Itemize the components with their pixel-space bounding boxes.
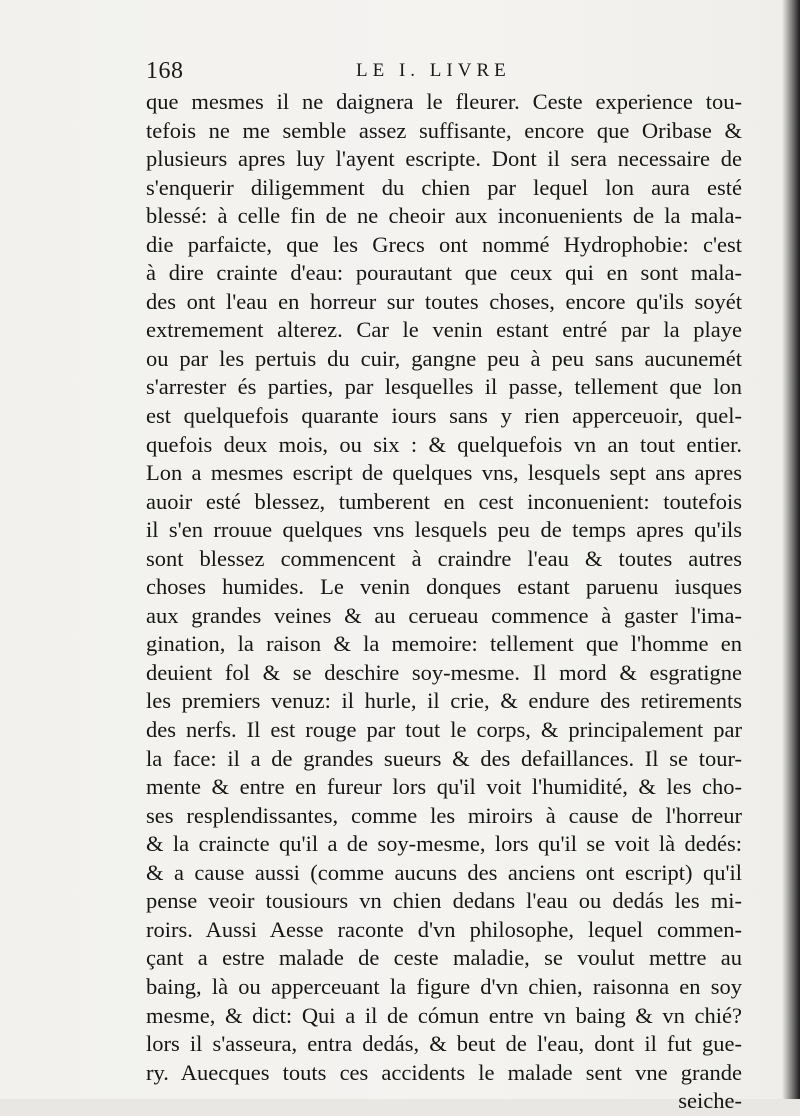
page-header [146, 58, 736, 88]
text-line: die parfaicte, que les Grecs ont nommé Hydrophobie: c'est [146, 231, 742, 257]
text-line: la face: il a de grandes sueurs & des defaillances. Il se tour- [146, 745, 742, 771]
text-line: plusieurs apres luy l'ayent escripte. Dont il sera necessaire de [146, 146, 742, 172]
text-line: Lon a mesmes escript de quelques vns, lesquels sept ans apres [146, 460, 742, 486]
text-line: çant a estre malade de ceste maladie, se voulut mettre au [146, 945, 742, 971]
text-line: mesme, & dict: Qui a il de cómun entre vn baing & vn chié? [146, 1002, 742, 1028]
text-line: roirs. Aussi Aesse raconte d'vn philosophe, lequel commen- [146, 916, 742, 942]
text-line: s'arrester és parties, par lesquelles il passe, tellement que lon [146, 374, 742, 400]
text-line: s'enquerir diligemment du chien par lequel lon aura esté [146, 174, 742, 200]
text-line: auoir esté blessez, tumberent en cest inconuenient: toutefois [146, 488, 742, 514]
text-line: extremement alterez. Car le venin estant entré par la playe [146, 317, 742, 343]
text-line: lors il s'asseura, entra dedás, & beut de l'eau, dont il fut gue- [146, 1031, 742, 1057]
text-line: est quelquefois quarante iours sans y rien apperceuoir, quel- [146, 403, 742, 429]
body-text [146, 88, 742, 1116]
text-line: choses humides. Le venin donques estant paruenu iusques [146, 574, 742, 600]
text-line: deuient fol & se deschire soy-mesme. Il mord & esgratigne [146, 659, 742, 685]
text-line: blessé: à celle fin de ne cheoir aux inconuenients de la mala- [146, 203, 742, 229]
running-head: LE I. LIVRE [356, 60, 511, 81]
text-line: ry. Auecques touts ces accidents le malade sent vne grande [146, 1059, 742, 1085]
page-number: 168 [146, 58, 184, 84]
text-line: mente & entre en fureur lors qu'il voit l'humidité, & les cho- [146, 774, 742, 800]
text-line: des nerfs. Il est rouge par tout le corps, & principalement par [146, 717, 742, 743]
text-line: baing, là ou apperceuant la figure d'vn chien, raisonna en soy [146, 973, 742, 999]
text-line: ou par les pertuis du cuir, gangne peu à peu sans aucunemét [146, 345, 742, 371]
text-line: sont blessez commencent à craindre l'eau & toutes autres [146, 545, 742, 571]
text-line: gination, la raison & la memoire: tellement que l'homme en [146, 631, 742, 657]
binding-gutter-shadow [782, 0, 800, 1099]
text-line: il s'en rrouue quelques vns lesquels peu de temps apres qu'ils [146, 517, 742, 543]
text-line: quefois deux mois, ou six : & quelquefois vn an tout entier. [146, 431, 742, 457]
text-line: tefois ne me semble assez suffisante, encore que Oribase & [146, 117, 742, 143]
text-line: & la craincte qu'il a de soy-mesme, lors qu'il se voit là dedés: [146, 831, 742, 857]
text-line: & a cause aussi (comme aucuns des anciens ont escript) qu'il [146, 859, 742, 885]
catchword: seiche- [678, 1088, 742, 1114]
text-line: pense veoir tousiours vn chien dedans l'eau ou dedás les mi- [146, 888, 742, 914]
text-line: des ont l'eau en horreur sur toutes choses, encore qu'ils soyét [146, 288, 742, 314]
text-line: à dire crainte d'eau: pourautant que ceux qui en sont mala- [146, 260, 742, 286]
text-line: les premiers venuz: il hurle, il crie, & endure des retirements [146, 688, 742, 714]
text-line: que mesmes il ne daignera le fleurer. Ceste experience tou- [146, 89, 742, 114]
text-line: ses resplendissantes, comme les miroirs à cause de l'horreur [146, 802, 742, 828]
text-line: aux grandes veines & au cerueau commence à gaster l'ima- [146, 602, 742, 628]
